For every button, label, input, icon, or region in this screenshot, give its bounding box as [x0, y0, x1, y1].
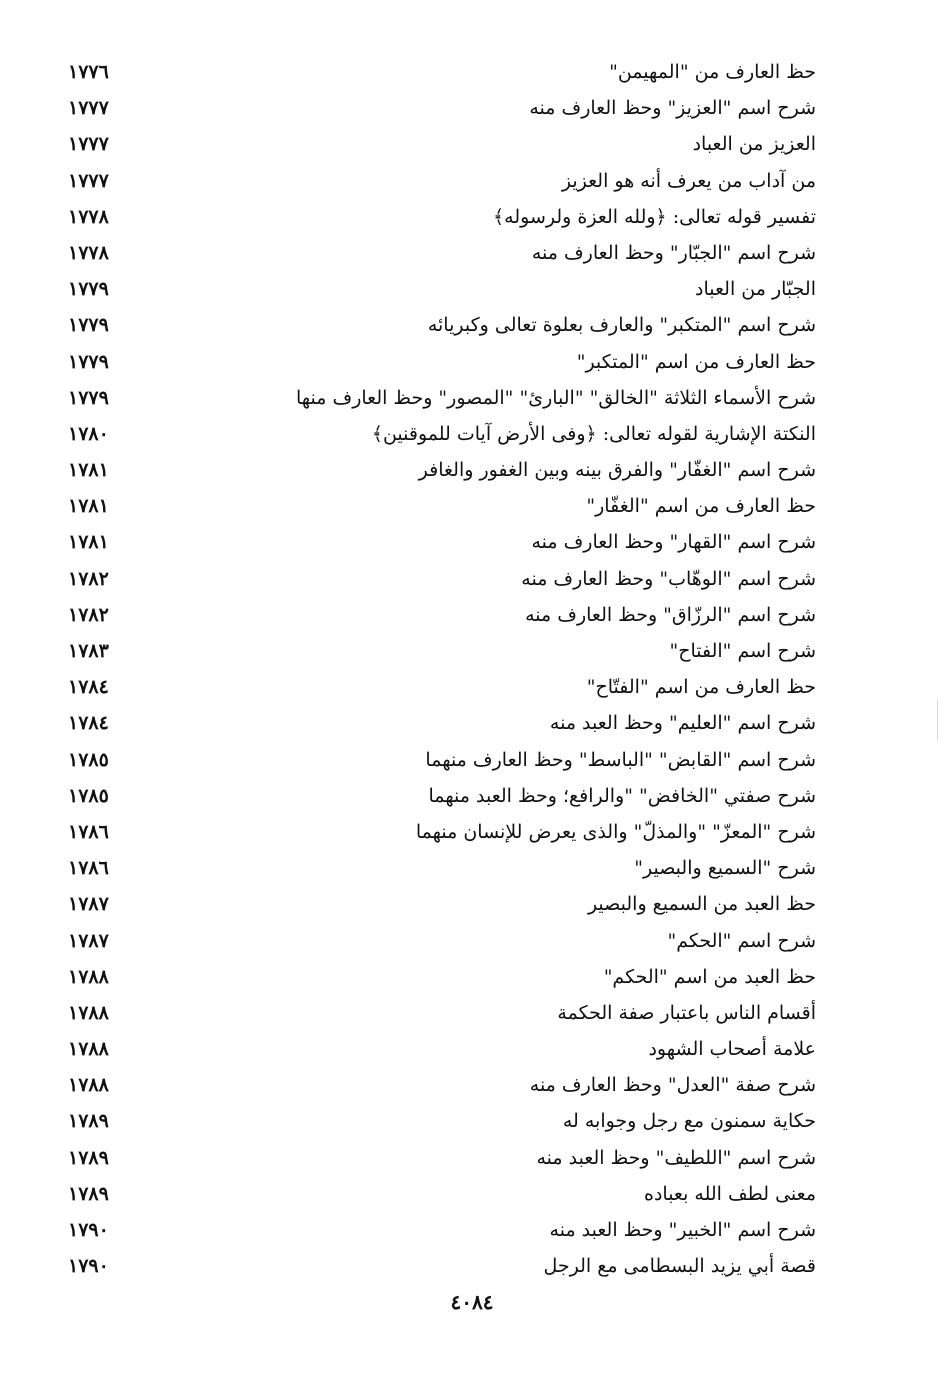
entry-page-number: ١٧٧٧ [68, 133, 109, 156]
entry-title: شرح اسم "اللطيف" وحظ العبد منه [536, 1146, 816, 1169]
entry-title: النكتة الإشارية لقوله تعالى: ﴿وفى الأرض آيات للموقنين﴾ [371, 422, 816, 445]
toc-entry [60, 1031, 816, 1067]
toc-entry [60, 1140, 816, 1176]
toc-entry [60, 54, 816, 90]
entry-page-number: ١٧٨٨ [68, 1001, 109, 1024]
entry-page-number: ١٧٧٨ [68, 241, 109, 264]
toc-entry [60, 452, 816, 488]
entry-title: شرح اسم "الوهّاب" وحظ العارف منه [521, 567, 816, 590]
page-number: ٤٠٨٤ [450, 1290, 494, 1314]
scan-edge-mark [937, 700, 938, 740]
entry-page-number: ١٧٨٩ [68, 1182, 109, 1205]
entry-page-number: ١٧٧٧ [68, 169, 109, 192]
toc-entry [60, 923, 816, 959]
entry-page-number: ١٧٧٨ [68, 205, 109, 228]
entry-title: حظ العبد من اسم "الحكم" [603, 965, 816, 988]
toc-entry [60, 524, 816, 560]
entry-page-number: ١٧٨٨ [68, 965, 109, 988]
entry-title: شرح اسم "القهار" وحظ العارف منه [531, 531, 816, 554]
entry-page-number: ١٧٨١ [68, 459, 109, 482]
toc-entry [60, 742, 816, 778]
toc-entry [60, 959, 816, 995]
entry-title: من آداب من يعرف أنه هو العزيز [561, 169, 816, 192]
entry-title: حظ العارف من اسم "المتكبر" [576, 350, 816, 373]
entry-title: شرح "السميع والبصير" [634, 857, 816, 880]
entry-title: شرح اسم "العزيز" وحظ العارف منه [529, 97, 816, 120]
entry-page-number: ١٧٨٤ [68, 712, 109, 735]
entry-title: شرح اسم "المتكبر" والعارف بعلوة تعالى وكبريائه [427, 314, 816, 337]
toc-entry [60, 778, 816, 814]
entry-title: حظ العارف من "المهيمن" [609, 61, 816, 83]
entry-title: شرح اسم "الفتاح" [669, 640, 816, 662]
toc-entry [60, 416, 816, 452]
toc-entry [60, 1176, 816, 1212]
toc-entry [60, 380, 816, 416]
entry-page-number: ١٧٨٩ [68, 1110, 109, 1133]
toc-entry [60, 307, 816, 343]
entry-page-number: ١٧٨١ [68, 495, 109, 518]
entry-title: شرح اسم "الجبّار" وحظ العارف منه [531, 241, 816, 264]
entry-page-number: ١٧٧٩ [68, 386, 109, 409]
entry-page-number: ١٧٧٦ [68, 61, 109, 83]
toc-entry [60, 235, 816, 271]
table-of-contents [60, 54, 816, 1284]
entry-title: شرح اسم "الخبير" وحظ العبد منه [549, 1219, 816, 1241]
entry-page-number: ١٧٨٢ [68, 567, 109, 590]
toc-entry [60, 271, 816, 307]
entry-page-number: ١٧٨١ [68, 531, 109, 554]
toc-entry [60, 561, 816, 597]
entry-page-number: ١٧٨٦ [68, 857, 109, 880]
entry-page-number: ١٧٧٩ [68, 314, 109, 337]
entry-title: قصة أبي يزيد البسطامى مع الرجل [543, 1255, 816, 1278]
entry-page-number: ١٧٧٩ [68, 350, 109, 373]
entry-title: حظ العارف من اسم "الفتّاح" [586, 676, 816, 699]
entry-title: شرح اسم "الحكم" [667, 929, 816, 952]
entry-title: شرح اسم "الغفّار" والفرق بينه وبين الغفور والغافر [418, 459, 816, 482]
toc-entry [60, 1212, 816, 1248]
toc-entry [60, 1067, 816, 1103]
entry-title: شرح صفتي "الخافض" "والرافع؛ وحظ العبد منهما [428, 784, 816, 807]
entry-page-number: ١٧٧٧ [68, 97, 109, 120]
toc-entry [60, 344, 816, 380]
entry-title: أقسام الناس باعتبار صفة الحكمة [557, 1001, 816, 1024]
toc-entry [60, 199, 816, 235]
entry-title: شرح "المعزّ" "والمذلّ" والذى يعرض للإنسان منهما [415, 820, 816, 843]
toc-entry [60, 850, 816, 886]
entry-title: شرح صفة "العدل" وحظ العارف منه [529, 1074, 816, 1097]
entry-page-number: ١٧٨٧ [68, 893, 109, 916]
toc-entry [60, 1248, 816, 1284]
entry-title: حكاية سمنون مع رجل وجوابه له [562, 1110, 816, 1133]
entry-title: تفسير قوله تعالى: ﴿ولله العزة ولرسوله﴾ [493, 205, 816, 228]
entry-title: شرح اسم "الرزّاق" وحظ العارف منه [525, 603, 816, 626]
entry-title: العزيز من العباد [692, 133, 816, 156]
toc-entry [60, 705, 816, 741]
entry-page-number: ١٧٩٠ [68, 1219, 109, 1241]
entry-page-number: ١٧٨٠ [68, 422, 109, 445]
entry-page-number: ١٧٧٩ [68, 278, 109, 301]
entry-page-number: ١٧٨٨ [68, 1038, 109, 1061]
entry-title: معنى لطف الله بعباده [643, 1182, 816, 1205]
entry-title: علامة أصحاب الشهود [648, 1038, 816, 1061]
entry-page-number: ١٧٨٧ [68, 929, 109, 952]
entry-title: الجبّار من العباد [695, 278, 816, 301]
entry-title: حظ العارف من اسم "الغفّار" [586, 495, 816, 518]
entry-title: حظ العبد من السميع والبصير [587, 893, 816, 916]
toc-entry [60, 886, 816, 922]
toc-entry [60, 90, 816, 126]
entry-page-number: ١٧٨٣ [68, 640, 109, 662]
toc-entry [60, 126, 816, 162]
toc-entry [60, 488, 816, 524]
toc-entry [60, 669, 816, 705]
toc-entry [60, 814, 816, 850]
entry-page-number: ١٧٨٩ [68, 1146, 109, 1169]
entry-page-number: ١٧٩٠ [68, 1255, 109, 1278]
entry-page-number: ١٧٨٦ [68, 820, 109, 843]
toc-entry [60, 597, 816, 633]
entry-page-number: ١٧٨٥ [68, 784, 109, 807]
toc-entry [60, 163, 816, 199]
toc-entry [60, 1103, 816, 1139]
entry-page-number: ١٧٨٤ [68, 676, 109, 699]
entry-title: شرح اسم "القابض" "الباسط" وحظ العارف منهما [425, 748, 816, 771]
entry-page-number: ١٧٨٥ [68, 748, 109, 771]
entry-page-number: ١٧٨٨ [68, 1074, 109, 1097]
toc-entry [60, 633, 816, 669]
entry-page-number: ١٧٨٢ [68, 603, 109, 626]
entry-title: شرح الأسماء الثلاثة "الخالق" "البارئ" "المصور" وحظ العارف منها [296, 386, 816, 409]
toc-entry [60, 995, 816, 1031]
entry-title: شرح اسم "العليم" وحظ العبد منه [549, 712, 816, 735]
